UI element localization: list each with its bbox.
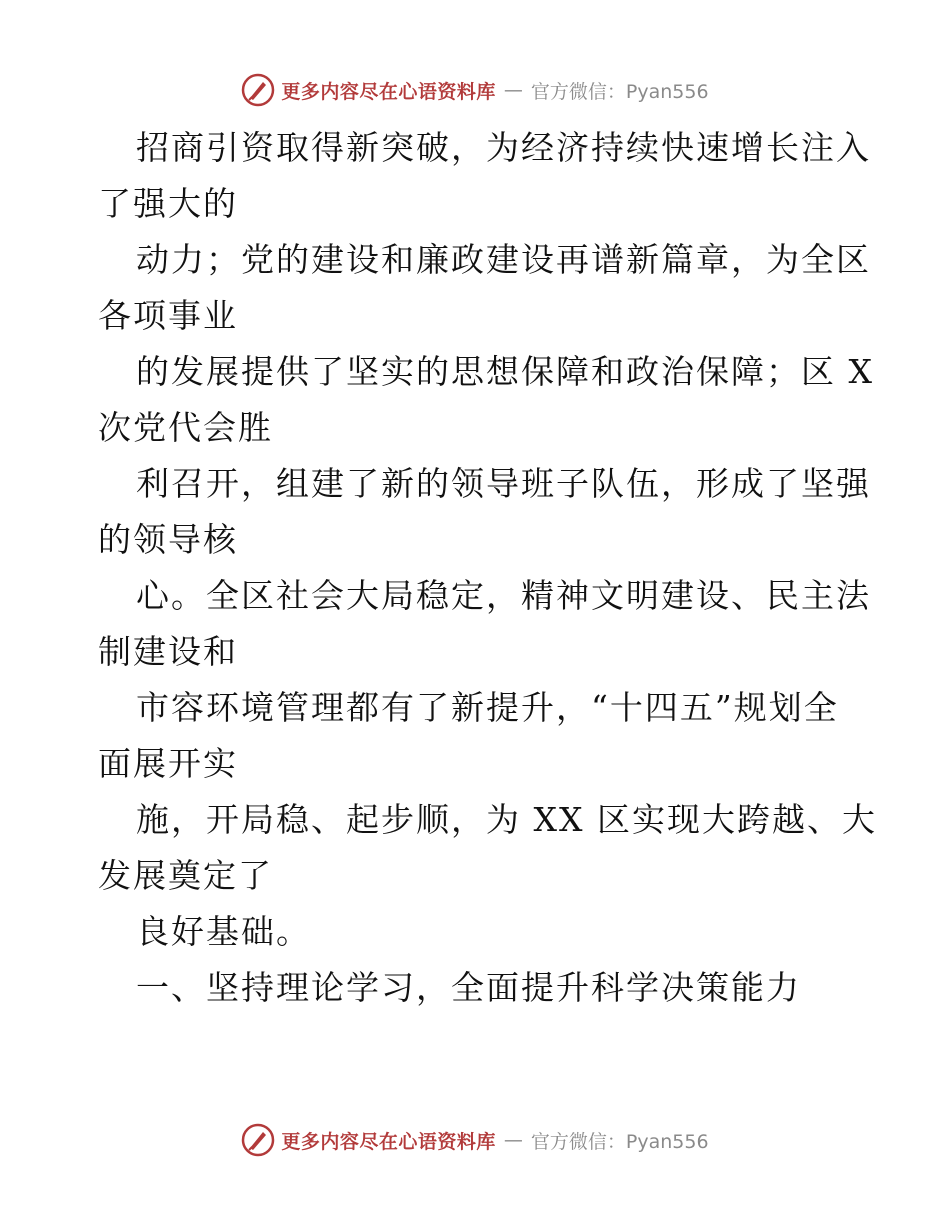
text-line: 施，开局稳、起步顺，为 XX 区实现大跨越、大 xyxy=(136,800,877,839)
text-line: 的发展提供了坚实的思想保障和政治保障；区 X xyxy=(136,352,874,391)
document-body xyxy=(98,120,877,1016)
watermark-dash: — xyxy=(503,1129,523,1151)
watermark-subtitle: 官方微信：Pyan556 xyxy=(530,1130,709,1153)
watermark-dash: — xyxy=(503,79,523,101)
text-line: 制建设和 xyxy=(98,632,238,671)
section-heading: 一、坚持理论学习，全面提升科学决策能力 xyxy=(136,968,801,1007)
header-watermark xyxy=(0,70,950,110)
text-line: 次党代会胜 xyxy=(98,408,273,447)
text-line: 面展开实 xyxy=(98,744,238,783)
watermark-subtitle: 官方微信：Pyan556 xyxy=(530,80,709,103)
text-line: 的领导核 xyxy=(98,520,238,559)
text-line: 良好基础。 xyxy=(136,912,311,951)
quill-logo-icon xyxy=(241,73,275,107)
text-line: 各项事业 xyxy=(98,296,238,335)
text-line: 了强大的 xyxy=(98,184,238,223)
watermark-title: 更多内容尽在心语资料库 xyxy=(281,1130,496,1153)
text-line: 发展奠定了 xyxy=(98,856,273,895)
text-line: 市容环境管理都有了新提升，“十四五”规划全 xyxy=(136,688,839,727)
footer-watermark xyxy=(0,1120,950,1160)
text-line: 利召开，组建了新的领导班子队伍，形成了坚强 xyxy=(136,464,871,503)
text-line: 动力；党的建设和廉政建设再谱新篇章，为全区 xyxy=(136,240,871,279)
text-line: 心。全区社会大局稳定，精神文明建设、民主法 xyxy=(136,576,871,615)
watermark-title: 更多内容尽在心语资料库 xyxy=(281,80,496,103)
text-line: 招商引资取得新突破，为经济持续快速增长注入 xyxy=(136,128,871,167)
quill-logo-icon xyxy=(241,1123,275,1157)
